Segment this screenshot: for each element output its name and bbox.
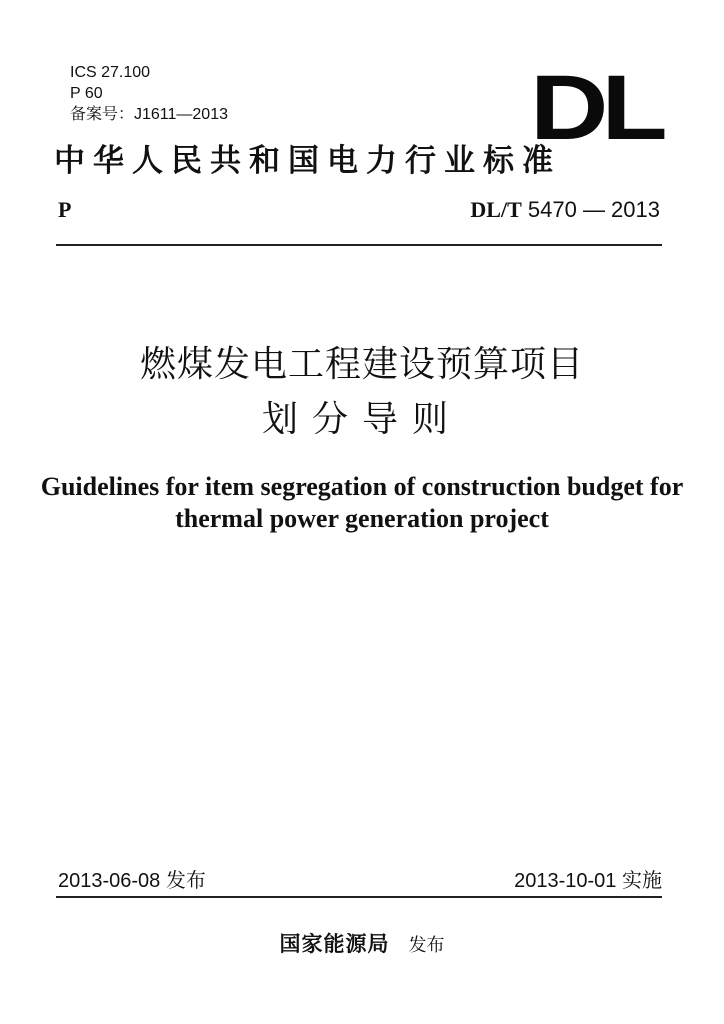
standard-series-title: 中华人民共和国电力行业标准 <box>54 143 561 179</box>
issuer-organization: 国家能源局 <box>279 931 390 956</box>
standard-number-suffix: 5470 — 2013 <box>527 197 660 222</box>
ics-code: ICS 27.100 <box>70 64 151 81</box>
issuer-action: 发布 <box>408 935 445 956</box>
standard-number-prefix: DL/T <box>470 197 522 222</box>
standard-category: P <box>58 197 72 222</box>
chinese-title-line-2: 划分导则 <box>261 399 462 440</box>
header-divider <box>56 244 662 246</box>
classification-block <box>70 62 228 125</box>
issue-date: 2013-06-08 发布 <box>58 870 206 892</box>
standard-number <box>470 197 660 223</box>
issuing-authority <box>0 928 724 958</box>
record-number: 备案号：J1611—2013 <box>70 106 229 123</box>
chinese-title-line-1: 燃煤发电工程建设预算项目 <box>139 344 584 385</box>
classification-code: P 60 <box>70 85 103 102</box>
english-title-line-2: thermal power generation project <box>175 504 549 533</box>
implementation-date: 2013-10-01 实施 <box>514 870 662 892</box>
english-title-line-1: Guidelines for item segregation of construction budget for <box>40 472 684 501</box>
dl-logo: DL <box>530 57 661 159</box>
footer-divider <box>56 896 662 898</box>
